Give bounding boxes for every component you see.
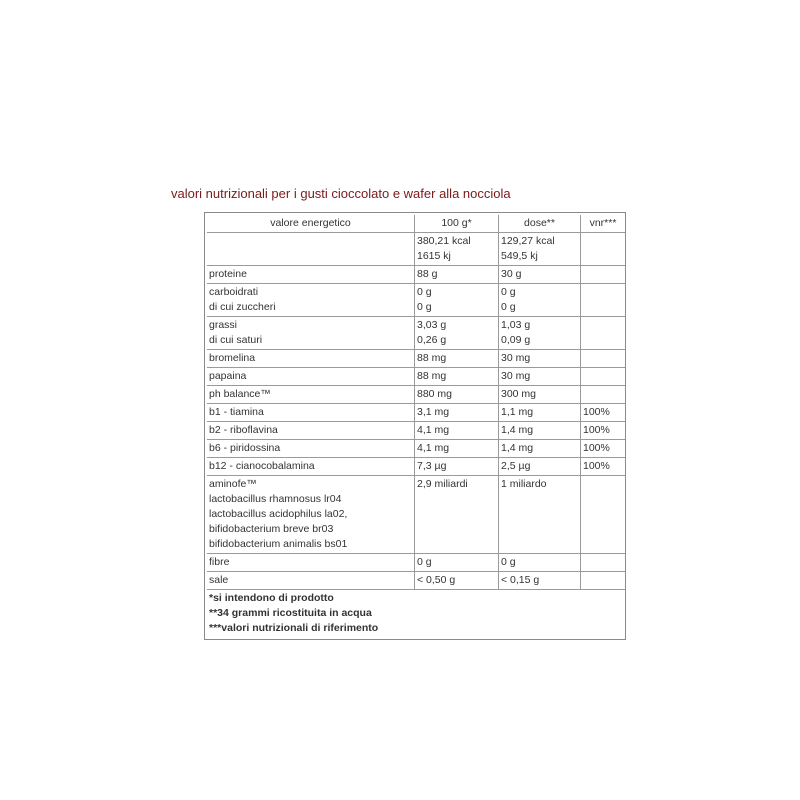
cell-text: 7,3 µg [417,460,447,472]
cell-text: 30 mg [501,352,531,364]
cell-text: 0 g [501,556,516,568]
cell-text [583,573,623,588]
footnotes-row [207,590,625,637]
cell-text: 0 g [417,556,432,568]
nutrient-cell [207,476,415,554]
vnr-cell [581,317,625,350]
cell-text [417,492,496,507]
cell-text: b2 - riboflavina [209,424,278,436]
cell-text: 88 mg [417,352,447,364]
cell-text: di cui saturi [209,334,263,346]
nutrient-cell [207,386,415,404]
cell-text: di cui zuccheri [209,301,276,313]
table-row [207,572,625,590]
cell-text [583,300,623,315]
cell-text [583,249,623,264]
cell-text: grassi [209,319,238,331]
header-per-dose: dose** [499,215,581,233]
cell-text: 300 mg [501,388,537,400]
vnr-cell [581,422,625,440]
cell-text: 4,1 mg [417,442,450,454]
header-vnr: vnr*** [581,215,625,233]
vnr-cell [581,266,625,284]
value-dose-cell [499,554,581,572]
cell-text: 1 miliardo [501,478,547,490]
value-dose-cell [499,458,581,476]
cell-text: 880 mg [417,388,453,400]
cell-text: carboidrati [209,286,259,298]
cell-text [501,492,578,507]
cell-text [583,333,623,348]
cell-text [209,249,412,264]
value-100g-cell [415,404,499,422]
cell-text: < 0,15 g [501,574,540,586]
cell-text: 1,4 mg [501,442,534,454]
value-100g-cell [415,440,499,458]
vnr-cell [581,572,625,590]
cell-text [583,537,623,552]
cell-text: lactobacillus rhamnosus lr04 [209,493,342,505]
footnote: ***valori nutrizionali di riferimento [209,622,379,634]
cell-text: 0 g [417,286,432,298]
nutrient-cell [207,368,415,386]
nutrient-cell [207,317,415,350]
header-per-100g: 100 g* [415,215,499,233]
cell-text: 1,1 mg [501,406,534,418]
value-100g-cell [415,458,499,476]
vnr-cell [581,440,625,458]
value-100g-cell [415,476,499,554]
value-dose-cell [499,284,581,317]
cell-text [583,351,623,366]
nutrient-cell [207,572,415,590]
cell-text: 4,1 mg [417,424,450,436]
table-header-row [207,215,625,233]
value-dose-cell [499,572,581,590]
table-row [207,404,625,422]
cell-text: 129,27 kcal [501,235,555,247]
cell-text [583,555,623,570]
table-row [207,317,625,350]
nutrient-cell [207,233,415,266]
cell-text [583,477,623,492]
cell-text: 3,1 mg [417,406,450,418]
cell-text: 0 g [501,286,516,298]
cell-text: 30 g [501,268,522,280]
value-dose-cell [499,266,581,284]
footnote: *si intendono di prodotto [209,592,334,604]
cell-text [583,387,623,402]
cell-text [583,285,623,300]
table-row [207,476,625,554]
cell-text: 100% [583,460,610,472]
cell-text: 1,4 mg [501,424,534,436]
header-nutrient: valore energetico [207,215,415,233]
cell-text: lactobacillus acidophilus la02, [209,508,348,520]
cell-text: proteine [209,268,247,280]
cell-text: aminofe™ [209,478,257,490]
cell-text [583,507,623,522]
table-row [207,554,625,572]
value-dose-cell [499,422,581,440]
nutrient-cell [207,266,415,284]
cell-text [417,507,496,522]
cell-text: 1,03 g [501,319,531,331]
cell-text [583,369,623,384]
value-dose-cell [499,404,581,422]
cell-text [583,522,623,537]
value-dose-cell [499,440,581,458]
value-dose-cell [499,386,581,404]
vnr-cell [581,404,625,422]
cell-text: fibre [209,556,230,568]
nutrition-table [207,215,625,637]
cell-text: 100% [583,424,610,436]
table-row [207,422,625,440]
cell-text: 2,9 miliardi [417,478,468,490]
cell-text [417,522,496,537]
value-100g-cell [415,422,499,440]
cell-text: 100% [583,442,610,454]
cell-text [209,234,412,249]
cell-text: 3,03 g [417,319,447,331]
footnote: **34 grammi ricostituita in acqua [209,607,372,619]
table-row [207,350,625,368]
value-100g-cell [415,233,499,266]
value-100g-cell [415,317,499,350]
cell-text: b1 - tiamina [209,406,264,418]
value-100g-cell [415,266,499,284]
cell-text: 88 g [417,268,438,280]
cell-text [417,537,496,552]
cell-text: 100% [583,406,610,418]
cell-text: bifidobacterium animalis bs01 [209,538,348,550]
footnotes [207,590,625,637]
cell-text [583,318,623,333]
value-100g-cell [415,386,499,404]
cell-text: 30 mg [501,370,531,382]
value-dose-cell [499,317,581,350]
nutrient-cell [207,284,415,317]
table-row [207,368,625,386]
value-100g-cell [415,368,499,386]
cell-text: bromelina [209,352,256,364]
cell-text: bifidobacterium breve br03 [209,523,334,535]
cell-text: 0 g [417,301,432,313]
value-100g-cell [415,350,499,368]
cell-text: b6 - piridossina [209,442,281,454]
cell-text: < 0,50 g [417,574,456,586]
cell-text: 0,26 g [417,334,447,346]
vnr-cell [581,368,625,386]
table-row [207,233,625,266]
vnr-cell [581,233,625,266]
cell-text: 88 mg [417,370,447,382]
table-row [207,266,625,284]
value-dose-cell [499,350,581,368]
table-row [207,440,625,458]
table-title: valori nutrizionali per i gusti cioccolato e wafer alla nocciola [171,186,511,201]
nutrient-cell [207,458,415,476]
cell-text: 0,09 g [501,334,531,346]
nutrient-cell [207,350,415,368]
cell-text [501,522,578,537]
nutrient-cell [207,554,415,572]
cell-text: 2,5 µg [501,460,531,472]
table-row [207,284,625,317]
nutrient-cell [207,404,415,422]
vnr-cell [581,350,625,368]
value-dose-cell [499,368,581,386]
cell-text [583,267,623,282]
table-row [207,458,625,476]
nutrient-cell [207,422,415,440]
vnr-cell [581,476,625,554]
value-dose-cell [499,233,581,266]
cell-text [501,507,578,522]
value-100g-cell [415,284,499,317]
cell-text [501,537,578,552]
cell-text [583,492,623,507]
vnr-cell [581,458,625,476]
cell-text: 549,5 kj [501,250,538,262]
value-100g-cell [415,554,499,572]
cell-text: 0 g [501,301,516,313]
cell-text: sale [209,574,229,586]
cell-text: 1615 kj [417,250,451,262]
table-row [207,386,625,404]
cell-text: ph balance™ [209,388,271,400]
nutrient-cell [207,440,415,458]
nutrition-table-frame [204,212,626,640]
value-dose-cell [499,476,581,554]
cell-text: b12 - cianocobalamina [209,460,315,472]
cell-text: 380,21 kcal [417,235,471,247]
vnr-cell [581,284,625,317]
vnr-cell [581,386,625,404]
value-100g-cell [415,572,499,590]
vnr-cell [581,554,625,572]
cell-text: papaina [209,370,247,382]
cell-text [583,234,623,249]
